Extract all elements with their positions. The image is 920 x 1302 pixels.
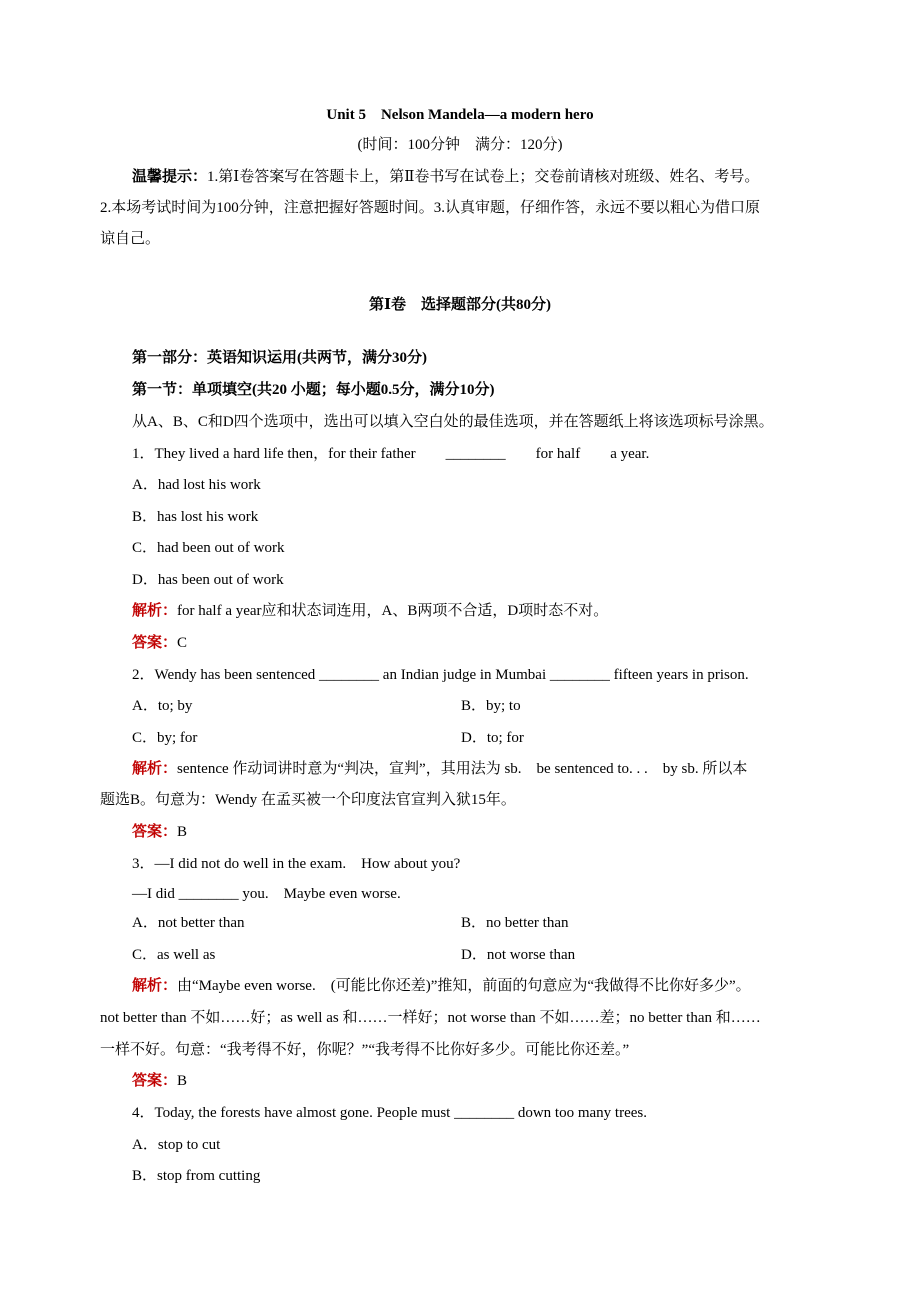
time-score-note: (时间：100分钟 满分：120分)	[357, 137, 563, 153]
question-1-stem: 1．They lived a hard life then，for their father ________ for half a year.	[132, 446, 650, 462]
tips-text-1: 1.第Ⅰ卷答案写在答题卡上，第Ⅱ卷书写在试卷上；交卷前请核对班级、姓名、考号。	[207, 169, 760, 185]
q2-analysis-line-2: 题选B。句意为：Wendy 在孟买被一个印度法官宣判入狱15年。	[100, 792, 516, 808]
question-4-stem: 4．Today, the forests have almost gone. People must ________ down too many trees.	[132, 1105, 647, 1121]
analysis-label: 解析：	[132, 761, 178, 777]
q1-analysis-text: for half a year应和状态词连用，A、B两项不合适，D项时态不对。	[177, 603, 609, 619]
q2-option-c: C．by; for	[132, 730, 198, 746]
q2-option-b: B．by; to	[461, 698, 521, 714]
q1-option-c: C．had been out of work	[132, 540, 285, 556]
part-heading: 第一部分：英语知识运用(共两节，满分30分)	[132, 350, 427, 366]
question-2-stem: 2．Wendy has been sentenced ________ an Indian judge in Mumbai ________ fifteen years in prison.	[132, 667, 749, 683]
q3-option-c: C．as well as	[132, 947, 216, 963]
analysis-label: 解析：	[132, 978, 178, 994]
q3-analysis-text-1: 由“Maybe even worse. (可能比你还差)”推知，前面的句意应为“我做得不比你好多少”。	[177, 978, 751, 994]
tips-line-3: 谅自己。	[100, 231, 161, 247]
page-title: Unit 5 Nelson Mandela—a modern hero	[326, 107, 594, 123]
q2-answer	[132, 822, 187, 842]
tips-line-2: 2.本场考试时间为100分钟，注意把握好答题时间。3.认真审题，仔细作答，永远不要以粗心为借口原	[100, 200, 761, 216]
instruction: 从A、B、C和D四个选项中，选出可以填入空白处的最佳选项，并在答题纸上将该选项标号涂黑。	[132, 414, 774, 430]
q1-option-a: A．had lost his work	[132, 477, 261, 493]
q3-answer	[132, 1071, 187, 1091]
q4-option-a: A．stop to cut	[132, 1137, 221, 1153]
q1-analysis	[132, 601, 608, 621]
q3-analysis-line-3: 一样不好。句意：“我考得不好，你呢？”“我考得不比你好多少。可能比你还差。”	[100, 1042, 630, 1058]
tips-line-1	[132, 167, 759, 187]
question-3-stem-2: —I did ________ you. Maybe even worse.	[132, 886, 401, 902]
q2-option-d: D．to; for	[461, 730, 524, 746]
q3-answer-value: B	[177, 1073, 188, 1089]
q3-option-b: B．no better than	[461, 915, 569, 931]
volume-title: 第Ⅰ卷 选择题部分(共80分)	[368, 297, 551, 313]
answer-label: 答案：	[132, 824, 178, 840]
q2-analysis-text-1: sentence 作动词讲时意为“判决，宣判”，其用法为 sb. be sentenced to. . . by sb. 所以本	[177, 761, 748, 777]
answer-label: 答案：	[132, 1073, 178, 1089]
answer-label: 答案：	[132, 635, 178, 651]
q3-option-d: D．not worse than	[461, 947, 576, 963]
q1-answer	[132, 633, 187, 653]
q3-analysis-line-2: not better than 不如……好；as well as 和……一样好；not worse than 不如……差；no better than 和……	[100, 1010, 761, 1026]
q1-option-b: B．has lost his work	[132, 509, 259, 525]
q2-option-a: A．to; by	[132, 698, 193, 714]
tips-label: 温馨提示：	[132, 169, 208, 185]
q2-analysis-line-1	[132, 759, 747, 779]
q2-answer-value: B	[177, 824, 188, 840]
q4-option-b: B．stop from cutting	[132, 1168, 261, 1184]
q3-analysis-line-1	[132, 976, 751, 996]
question-3-stem-1: 3．—I did not do well in the exam. How about you?	[132, 856, 461, 872]
q3-option-a: A．not better than	[132, 915, 245, 931]
analysis-label: 解析：	[132, 603, 178, 619]
section-heading: 第一节：单项填空(共20 小题；每小题0.5分，满分10分)	[132, 382, 495, 398]
q1-option-d: D．has been out of work	[132, 572, 284, 588]
q1-answer-value: C	[177, 635, 188, 651]
